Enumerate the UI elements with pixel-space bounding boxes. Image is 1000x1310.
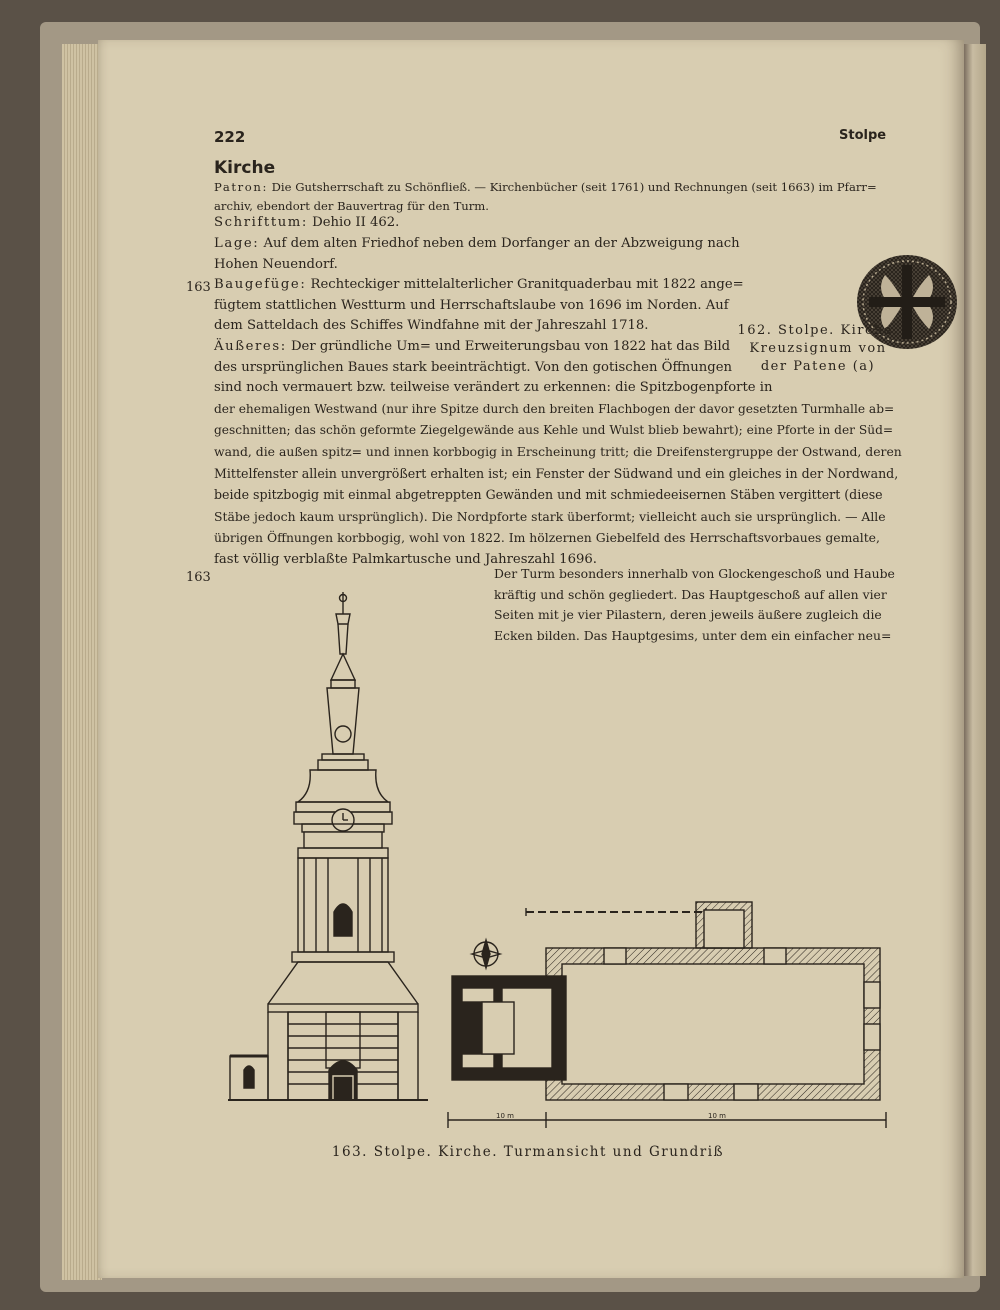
turm-line-4: Ecken bilden. Das Hauptgesims, unter dem ein einfacher neu= [494,627,892,643]
baugefuege-paragraph [214,275,744,337]
scale-label-right: 10 m [708,1112,726,1120]
schrifttum-text: Dehio II 462. [307,215,400,230]
baugefuege-line-2: fügtem stattlichen Westturm und Herrschaftslaube von 1696 im Norden. Auf [214,297,729,313]
lage-line-2: Hohen Neuendorf. [214,256,338,272]
aeusseres-line-4: der ehemaligen Westwand (nur ihre Spitze durch den breiten Flachbogen der davor gesetzten Turmhalle ab= [214,401,895,416]
aeusseres-line-1: Der gründliche Um= und Erweiterungsbau von 1822 hat das Bild [286,339,731,354]
lage-paragraph [214,234,740,275]
aeusseres-line-9: Stäbe jedoch kaum ursprünglich). Die Nordpforte stark überformt; vielleicht auch sie ursprünglich. — Alle [214,508,886,524]
aeusseres-line-10: übrigen Öffnungen korbbogig, wohl von 1822. Im hölzernen Giebelfeld des Herrschaftsvorbaues gemalte, [214,530,880,546]
patron-line-2: archiv, ebendort der Bauvertrag für den Turm. [214,199,489,213]
baugefuege-label: Baugefüge: [214,277,307,292]
figure-162-caption [728,322,908,376]
margin-note-163-a: 163 [186,280,211,295]
baugefuege-line-1: Rechteckiger mittelalterlicher Granitquaderbau mit 1822 ange= [306,277,744,292]
aeusseres-line-7: Mittelfenster allein unvergrößert erhalten ist; ein Fenster der Südwand und ein gleiches in der Nordwand, [214,465,899,481]
aeusseres-line-11: fast völlig verblaßte Palmkartusche und Jahreszahl 1696. [214,551,597,567]
facing-page-edge [964,44,986,1276]
schrifttum-label: Schrifttum: [214,215,308,230]
page-number: 222 [214,128,246,146]
aeusseres-line-8: beide spitzbogig mit einmal abgetreppten Gewänden und mit schmiedeeisernen Stäben vergittert (diese [214,487,883,503]
ground-plan-drawing [446,892,896,1142]
figure-162-caption-line-3: der Patene (a) [760,359,876,374]
running-title: Stolpe [839,128,887,143]
baugefuege-line-3: dem Satteldach des Schiffes Windfahne mit der Jahreszahl 1718. [214,318,649,334]
aeusseres-label: Äußeres: [214,339,287,354]
lage-line-1: Auf dem alten Friedhof neben dem Dorfanger an der Abzweigung nach [259,236,740,251]
book-page [98,40,964,1278]
scale-label-left: 10 m [496,1112,514,1120]
tower-elevation-drawing [228,592,428,1102]
patron-line-1: Die Gutsherrschaft zu Schönfließ. — Kirchenbücher (seit 1761) und Rechnungen (seit 1663) im Pfarr= [267,180,877,194]
turm-line-2: kräftig und schön gegliedert. Das Hauptgeschoß auf allen vier [494,586,887,602]
figure-162-caption-line-2: Kreuzsignum von [749,341,887,356]
schrifttum-line [214,213,399,234]
turm-line-1: Der Turm besonders innerhalb von Glockengeschoß und Haube [494,566,895,581]
margin-note-163-b: 163 [186,570,211,585]
aeusseres-line-6: wand, die außen spitz= und innen korbbogig in Erscheinung tritt; die Dreifenstergruppe der Ostwand, deren [214,443,902,459]
aeusseres-line-5: geschnitten; das schön geformte Ziegelgewände aus Kehle und Wulst blieb bewahrt); eine Pforte in der Süd= [214,423,894,438]
figure-163-caption: 163. Stolpe. Kirche. Turmansicht und Grundriß [331,1144,725,1160]
aeusseres-line-2: des ursprünglichen Baues stark beeinträchtigt. Von den gotischen Öffnungen [214,359,733,375]
lage-label: Lage: [214,236,260,251]
figure-162-caption-line-1: 162. Stolpe. Kirche. [737,323,899,338]
patron-paragraph [214,178,877,216]
section-title: Kirche [214,158,276,178]
turm-line-3: Seiten mit je vier Pilastern, deren jeweils äußere zugleich die [494,607,882,623]
aeusseres-line-3: sind noch vermauert bzw. teilweise verändert zu erkennen: die Spitzbogenpforte in [214,380,773,396]
turm-paragraph [494,564,895,646]
page-edges [62,44,102,1280]
patron-label: Patron: [214,180,268,194]
